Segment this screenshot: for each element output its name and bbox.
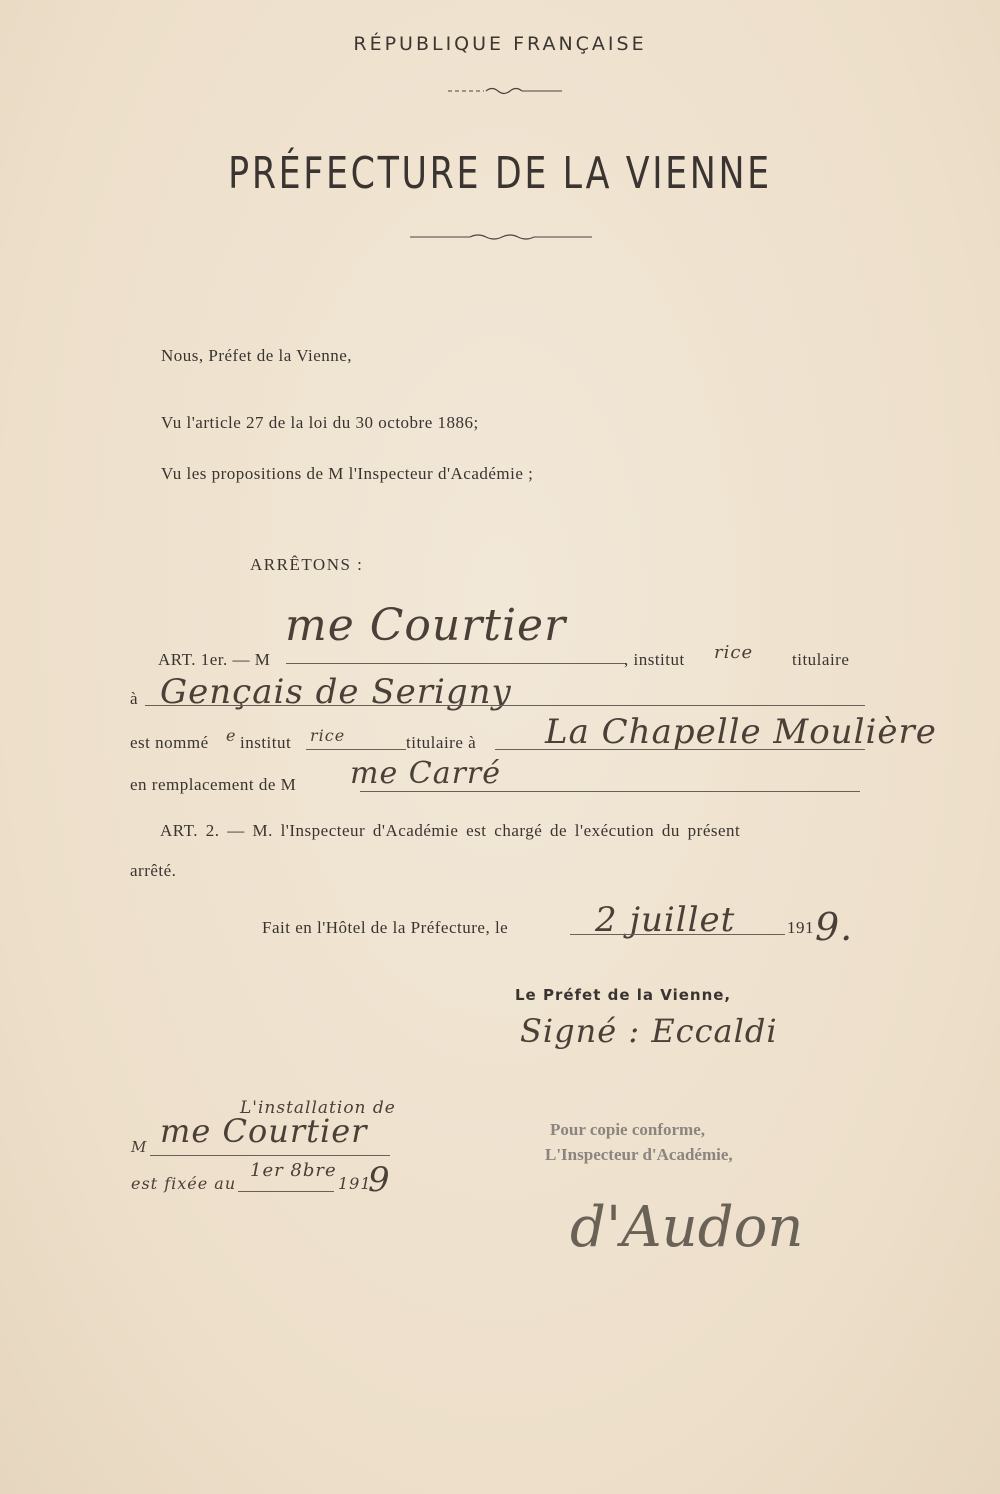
article1-remplacement-hand: me Carré [350,756,502,791]
article1-lead: ART. 1er. — M [158,650,271,669]
fait-year-hand: 9. [815,905,854,949]
article1-name-hand: me Courtier [285,600,567,651]
article1-titulaire-a: titulaire à [406,733,477,752]
article1-nomme: est nommé [130,733,209,752]
signature-signed-hand: Signé : Eccaldi [520,1012,778,1050]
article1-place-hand: Gençais de Serigny [160,672,512,712]
installation-line1: L'installation de [240,1098,396,1118]
ornament-top [440,84,580,98]
article1-institut2: institut [240,733,292,752]
article1-new-place-rule [495,749,865,750]
prefecture-title: PRÉFECTURE DE LA VIENNE [228,148,772,199]
preamble-vu-article: Vu l'article 27 de la loi du 30 octobre 1886; [161,413,479,432]
fait-year: 191 [787,918,814,937]
article1-place-rule [145,705,865,706]
republique-heading: RÉPUBLIQUE FRANÇAISE [353,33,647,55]
copie-signature-hand: d'Audon [570,1195,804,1260]
article1-institut-hand: rice [714,642,754,663]
article1-remplacement: en remplacement de M [130,775,297,794]
copie-line2: L'Inspecteur d'Académie, [545,1145,733,1164]
installation-line3-print: est fixée au [131,1174,237,1193]
article1-new-place-hand: La Chapelle Moulière [545,712,937,752]
article1-name-rule [286,663,626,664]
installation-line3-rule [238,1191,334,1192]
article2-line2: arrêté. [130,861,177,880]
ornament-title [408,230,594,244]
preamble-vu-propositions: Vu les propositions de M l'Inspecteur d'Académie ; [161,464,534,483]
installation-line2-print: M [131,1138,148,1156]
article1-a: à [130,689,139,708]
article1-titulaire: titulaire [792,650,850,669]
article1-nomme-hand: e [226,726,237,745]
copie-line1: Pour copie conforme, [550,1120,706,1139]
fait-date-hand: 2 juillet [595,900,736,940]
preamble-nous: Nous, Préfet de la Vienne, [161,346,353,365]
fait-date-rule [570,934,785,935]
installation-line2-rule [150,1155,390,1156]
article1-institut2-hand: rice [310,726,346,745]
article1-remplacement-rule [360,791,860,792]
article1-institut: , institut [624,650,685,669]
arretons-heading: ARRÊTONS : [250,555,364,574]
installation-line3-hand: 1er 8bre [250,1160,337,1181]
article1-institut2-rule [306,749,406,750]
installation-line2-hand: me Courtier [160,1112,368,1150]
installation-year: 191 [338,1174,372,1193]
fait-text: Fait en l'Hôtel de la Préfecture, le [262,918,509,937]
article2-line1: ART. 2. — M. l'Inspecteur d'Académie est chargé de l'exécution du présent [160,821,741,840]
signature-title: Le Préfet de la Vienne, [515,986,732,1004]
installation-year-hand: 9 [368,1160,391,1200]
